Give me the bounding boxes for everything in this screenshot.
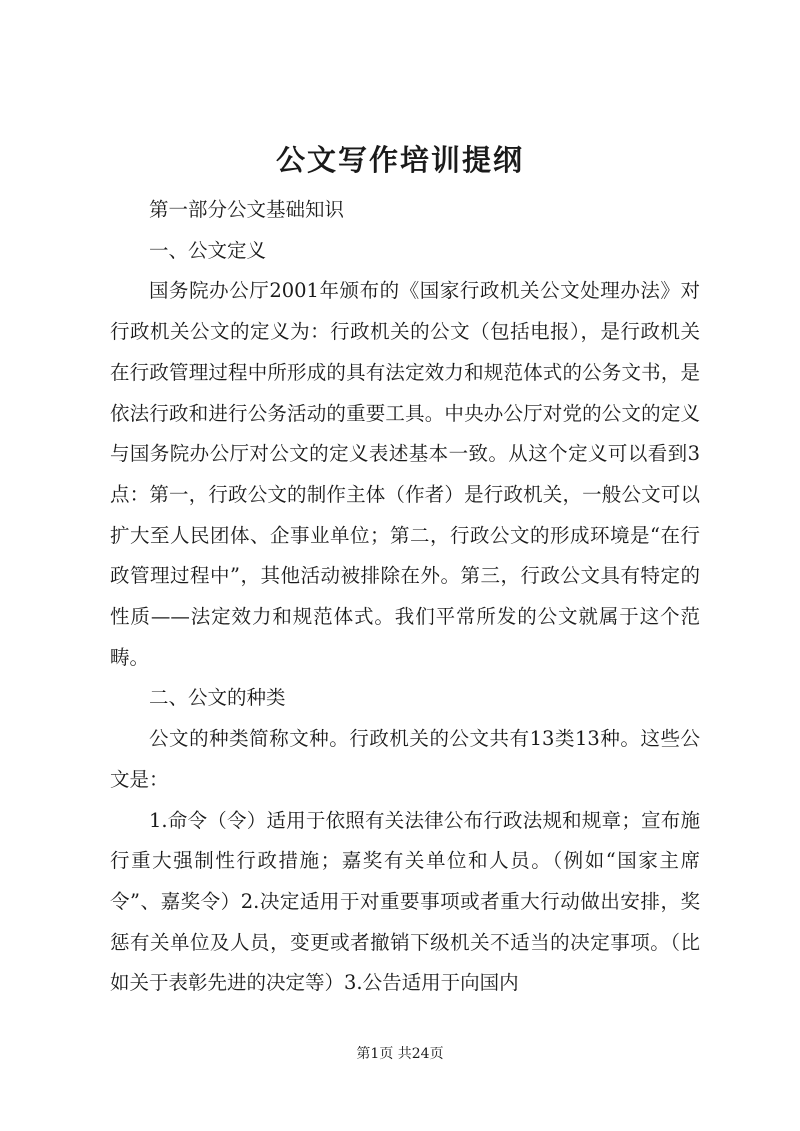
document-body bbox=[110, 190, 700, 1004]
paragraph-definition: 国务院办公厅2001年颁布的《国家行政机关公文处理办法》对行政机关公文的定义为：行政机关的公文（包括电报），是行政机关在行政管理过程中所形成的具有法定效力和规范体式的公务文书，是依法行政和进行公务活动的重要工具。中央办公厅对党的公文的定义与国务院办公厅对公文的定义表述基本一致。从这个定义可以看到3点：第一，行政公文的制作主体（作者）是行政机关，一般公文可以扩大至人民团体、企事业单位；第二，行政公文的形成环境是“在行政管理过程中”，其他活动被排除在外。第三，行政公文具有特定的性质——法定效力和规范体式。我们平常所发的公文就属于这个范畴。 bbox=[110, 279, 700, 669]
section-heading-definition: 一、公文定义 bbox=[149, 238, 267, 262]
section-heading-types: 二、公文的种类 bbox=[149, 686, 286, 710]
document-title: 公文写作培训提纲 bbox=[275, 143, 524, 177]
paragraph-types-intro: 公文的种类简称文种。行政机关的公文共有13类13种。这些公文是： bbox=[110, 727, 700, 791]
page-footer: 第1页 共24页 bbox=[356, 1046, 444, 1062]
part-heading: 第一部分公文基础知识 bbox=[149, 198, 345, 221]
paragraph-types-list: 1.命令（令）适用于依照有关法律公布行政法规和规章；宣布施行重大强制性行政措施；嘉奖有关单位和人员。（例如“国家主席令”、嘉奖令）2.决定适用于对重要事项或者重大行动做出安排，奖惩有关单位及人员，变更或者撤销下级机关不适当的决定事项。（比如关于表彰先进的决定等）3.公告适用于向国内 bbox=[110, 808, 700, 995]
